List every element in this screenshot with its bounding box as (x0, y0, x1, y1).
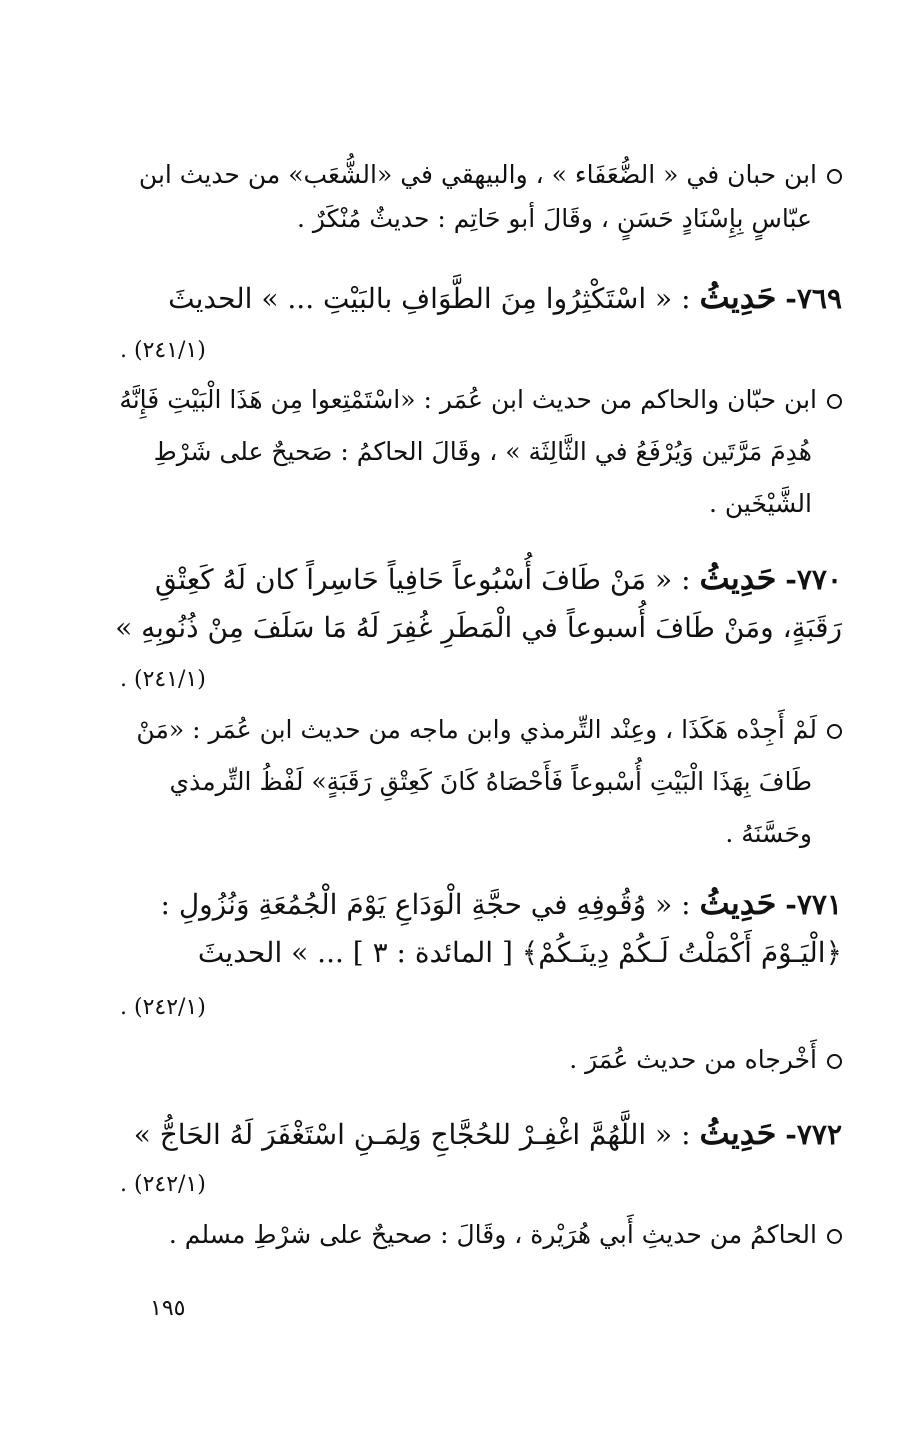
note-line: الحاكمُ من حديثِ أَبي هُرَيْرة ، وقَالَ : صحيحٌ على شرْطِ مسلم . (169, 1215, 842, 1255)
circle-bullet-icon (827, 1229, 842, 1244)
hadith-heading: ٧٧٠- حَدِيثُ : « مَنْ طَافَ أُسْبُوعاً حَافِياً حَاسِراً كان لَهُ كَعِتْقِ (154, 559, 842, 597)
circle-bullet-icon (827, 1054, 842, 1069)
hadith-number: ٧٧١- (785, 888, 842, 921)
page-number: ١٩٥ (150, 1296, 186, 1321)
volume-page-ref: (٢٤١/١) . (120, 338, 206, 363)
hadith-keyword: حَدِيثُ (699, 278, 777, 316)
hadith-keyword: حَدِيثُ (699, 884, 777, 922)
note-line: هُدِمَ مَرَّتَين وَيُرْفَعُ في الثَّالِثَة » ، وقَالَ الحاكمُ : صَحيحٌ على شَرْطِ (153, 437, 812, 466)
note-line: ابن حبّان والحاكم من حديث ابن عُمَر : «اسْتَمْتِعوا مِن هَذَا الْبَيْتِ فَإِنَّهُ (119, 380, 842, 420)
hadith-number: ٧٧٠- (785, 563, 842, 596)
circle-bullet-icon (827, 724, 842, 739)
volume-page-ref: (٢٤٢/١) . (120, 1172, 206, 1197)
hadith-keyword: حَدِيثُ (699, 1114, 777, 1152)
note-line: عبّاسٍ بِإِسْنَادٍ حَسَنٍ ، وقَالَ أبو حَاتِم : حديثٌ مُنْكَرٌ . (296, 204, 812, 233)
volume-page-ref: (٢٤٢/١) . (120, 995, 206, 1020)
circle-bullet-icon (827, 394, 842, 409)
hadith-line: ﴿الْيَـوْمَ أَكْمَلْتُ لَـكُمْ دِينَـكُمْ﴾ [ المائدة : ٣ ] ... » الحديثَ (197, 936, 842, 969)
hadith-heading: ٧٦٩- حَدِيثُ : « اسْتَكْثِرُوا مِنَ الطَّوَافِ بالبَيْتِ ... » الحديثَ (168, 278, 842, 316)
circle-bullet-icon (827, 169, 842, 184)
volume-page-ref: (٢٤١/١) . (120, 667, 206, 692)
hadith-line: رَقَبَةٍ، ومَنْ طَافَ أُسبوعاً في الْمَطَرِ غُفِرَ لَهُ مَا سَلَفَ مِنْ ذُنُوبِهِ » (115, 611, 842, 644)
hadith-keyword: حَدِيثُ (699, 559, 777, 597)
note-line: أَخْرجاه من حديث عُمَرَ . (569, 1040, 842, 1080)
note-line: وحَسَّنَهُ . (725, 819, 812, 848)
note-line: ابن حبان في « الضُّعَفَاء » ، والبيهقي في «الشُّعَب» من حديث ابن (139, 155, 842, 195)
hadith-heading: ٧٧٢- حَدِيثُ : « اللَّهُمَّ اغْفِـرْ للحُجَّاجِ وَلِمَـنِ اسْتَغْفَرَ لَهُ الحَاجُّ » (133, 1114, 842, 1152)
note-line: الشَّيْخَين . (708, 489, 812, 518)
note-line: لَمْ أَجِدْه هَكَذَا ، وعِنْد التِّرمذي وابن ماجه من حديث ابن عُمَر : «مَنْ (136, 710, 842, 750)
hadith-number: ٧٧٢- (785, 1118, 842, 1151)
note-line: طَافَ بِهَذَا الْبَيْتِ أُسْبوعاً فَأَحْصَاهُ كَانَ كَعِتْقِ رَقَبَةٍ» لَفْظُ التِّرمذي (169, 767, 812, 796)
hadith-number: ٧٦٩- (785, 282, 842, 315)
hadith-heading: ٧٧١- حَدِيثُ : « وُقُوفِهِ في حجَّةِ الْوَدَاعِ يَوْمَ الْجُمُعَةِ وَنُزُولِ : (160, 884, 842, 922)
